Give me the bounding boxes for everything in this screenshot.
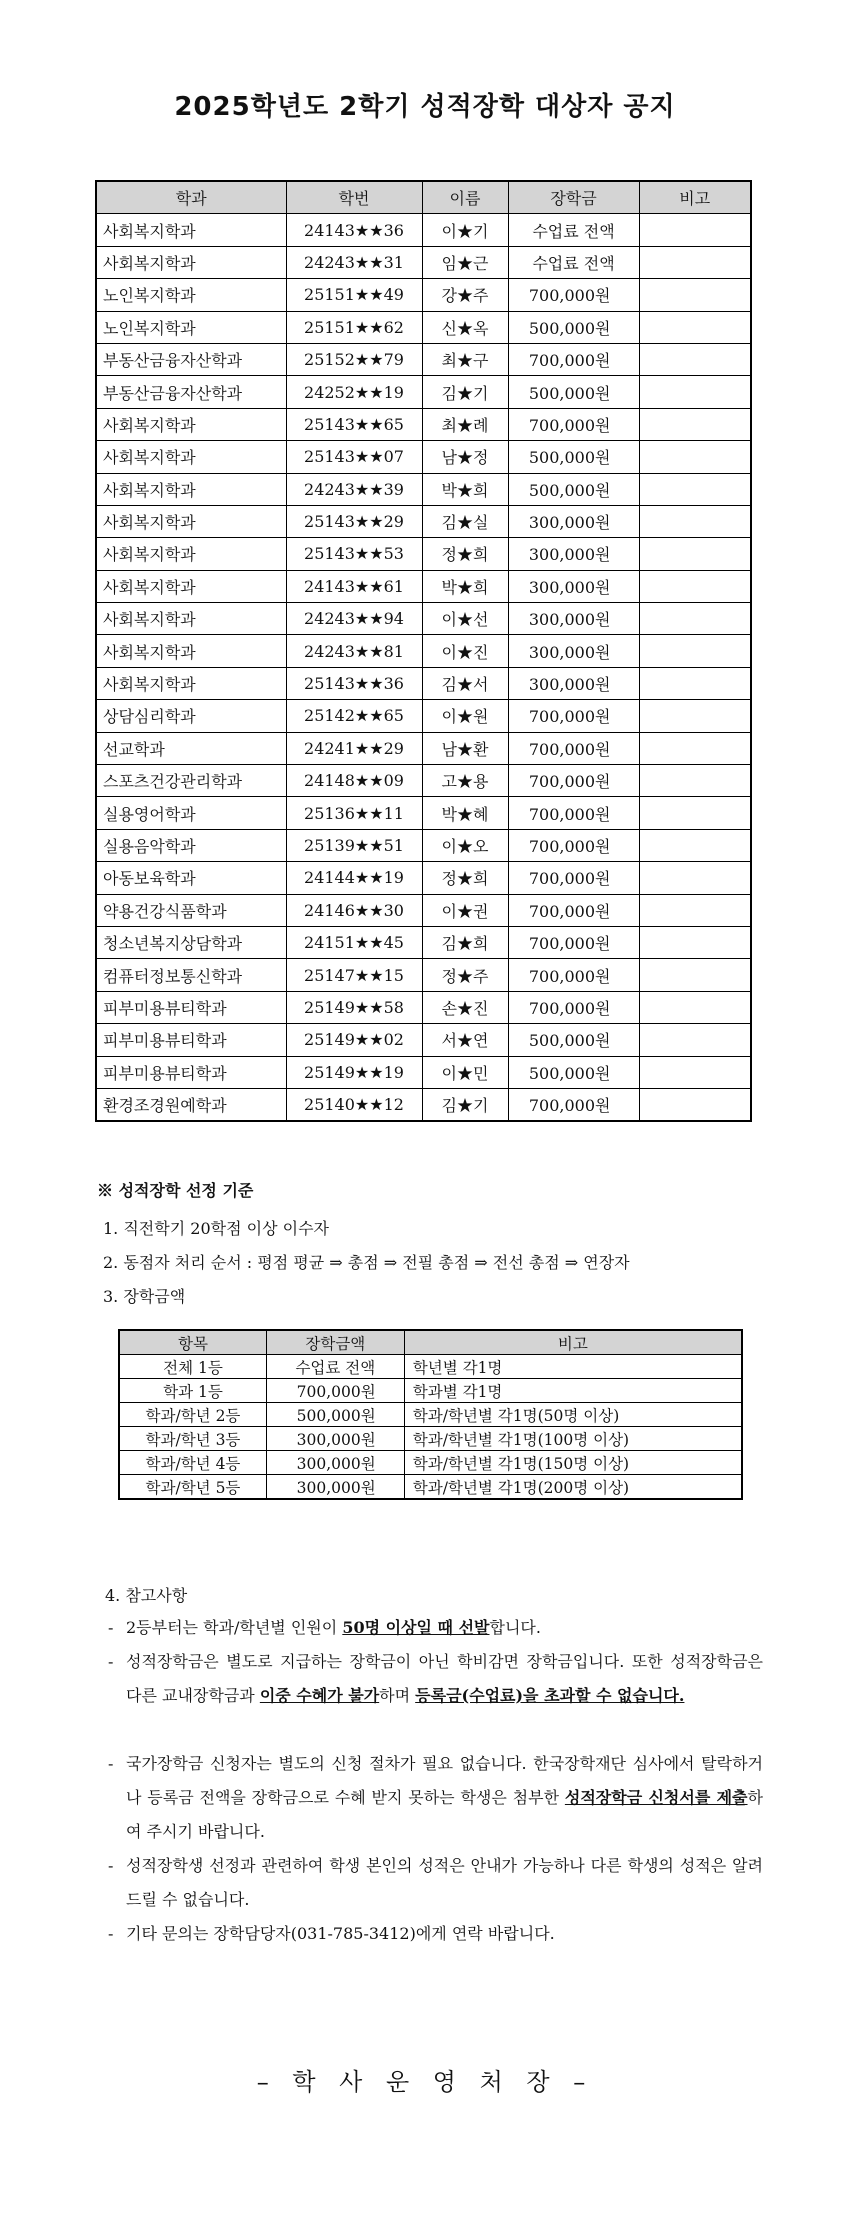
amount-cell: 300,000원 [266,1451,404,1475]
remarks-cell [639,603,751,635]
note-emphasis: 성적장학금 신청서를 제출 [564,1788,748,1807]
remarks-cell [639,926,751,958]
table-row [96,570,751,602]
remarks-cell [639,991,751,1023]
department-cell: 사회복지학과 [96,473,286,505]
table-row [96,603,751,635]
note-text: 합니다. [489,1618,541,1637]
scholarship-cell: 300,000원 [508,603,639,635]
reference-note [108,1645,763,1713]
scholarship-cell: 700,000원 [508,700,639,732]
department-cell: 청소년복지상담학과 [96,926,286,958]
amount-cell: 500,000원 [266,1403,404,1427]
name-cell: 김★기 [422,376,508,408]
remarks-cell [639,1056,751,1088]
student-id-cell: 24243★★39 [286,473,422,505]
scholarship-cell: 500,000원 [508,441,639,473]
scholarship-cell: 500,000원 [508,473,639,505]
department-cell: 상담심리학과 [96,700,286,732]
remarks-cell: 학과별 각1명 [404,1379,742,1403]
department-cell: 사회복지학과 [96,603,286,635]
note-emphasis: 등록금(수업료)을 초과할 수 없습니다. [415,1686,685,1705]
header-amount: 장학금액 [266,1330,404,1355]
student-id-cell: 24148★★09 [286,765,422,797]
remarks-cell [639,635,751,667]
remarks-cell [639,959,751,991]
name-cell: 손★진 [422,991,508,1023]
remarks-cell [639,1088,751,1121]
remarks-cell [639,505,751,537]
remarks-cell: 학과/학년별 각1명(50명 이상) [404,1403,742,1427]
remarks-cell [639,408,751,440]
table-row [96,926,751,958]
name-cell: 이★오 [422,829,508,861]
name-cell: 이★권 [422,894,508,926]
name-cell: 고★용 [422,765,508,797]
department-cell: 사회복지학과 [96,667,286,699]
department-cell: 아동보육학과 [96,862,286,894]
student-id-cell: 25149★★19 [286,1056,422,1088]
department-cell: 사회복지학과 [96,538,286,570]
remarks-cell [639,732,751,764]
scholarship-cell: 300,000원 [508,667,639,699]
table-row [96,797,751,829]
department-cell: 피부미용뷰티학과 [96,991,286,1023]
scholarship-cell: 500,000원 [508,311,639,343]
dash-bullet: - [108,1924,114,1943]
criteria-title: ※ 성적장학 선정 기준 [97,1181,254,1200]
scholarship-cell: 300,000원 [508,635,639,667]
table-row [96,959,751,991]
student-id-cell: 25151★★49 [286,279,422,311]
scholarship-cell: 700,000원 [508,862,639,894]
scholarship-cell: 700,000원 [508,343,639,375]
department-cell: 사회복지학과 [96,570,286,602]
scholarship-cell: 700,000원 [508,926,639,958]
header-student-id: 학번 [286,181,422,214]
department-cell: 실용음악학과 [96,829,286,861]
student-id-cell: 24243★★31 [286,246,422,278]
remarks-cell [639,829,751,861]
remarks-cell [639,441,751,473]
student-id-cell: 25143★★29 [286,505,422,537]
remarks-cell [639,894,751,926]
scholarship-cell: 700,000원 [508,765,639,797]
student-id-cell: 25136★★11 [286,797,422,829]
name-cell: 박★혜 [422,797,508,829]
name-cell: 박★희 [422,473,508,505]
note-emphasis: 이중 수혜가 불가 [259,1686,380,1705]
reference-note [108,1917,763,1951]
department-cell: 사회복지학과 [96,246,286,278]
remarks-cell: 학과/학년별 각1명(200명 이상) [404,1475,742,1500]
name-cell: 최★구 [422,343,508,375]
name-cell: 신★옥 [422,311,508,343]
criteria-item: 1. 직전학기 20학점 이상 이수자 [103,1219,329,1238]
remarks-cell [639,862,751,894]
amount-cell: 수업료 전액 [266,1355,404,1379]
scholarship-cell: 수업료 전액 [508,214,639,246]
table-row [96,894,751,926]
department-cell: 선교학과 [96,732,286,764]
table-header-row [119,1330,742,1355]
name-cell: 김★희 [422,926,508,958]
name-cell: 이★민 [422,1056,508,1088]
table-row [96,635,751,667]
student-id-cell: 24146★★30 [286,894,422,926]
header-department: 학과 [96,181,286,214]
scholarship-cell: 수업료 전액 [508,246,639,278]
table-row [96,1088,751,1121]
table-header-row [96,181,751,214]
dash-bullet: - [108,1754,114,1773]
amount-cell: 300,000원 [266,1475,404,1500]
table-row [96,667,751,699]
dash-bullet: - [108,1856,114,1875]
item-cell: 학과/학년 4등 [119,1451,266,1475]
table-row [119,1451,742,1475]
scholarship-cell: 700,000원 [508,829,639,861]
header-remarks: 비고 [639,181,751,214]
student-id-cell: 24241★★29 [286,732,422,764]
remarks-cell [639,667,751,699]
note-text: 성적장학생 선정과 관련하여 학생 본인의 성적은 안내가 가능하나 다른 학생의 성적은 알려드릴 수 없습니다. [126,1856,763,1909]
table-row [96,538,751,570]
note-text: 성적장학금은 별도로 지급하는 장학금이 아닌 학비감면 장학금입니다. 또한 성적장학금은 다른 교내장학금과 [126,1652,763,1705]
name-cell: 김★실 [422,505,508,537]
dash-bullet: - [108,1652,114,1671]
table-row [96,214,751,246]
department-cell: 피부미용뷰티학과 [96,1024,286,1056]
reference-note [108,1611,763,1645]
header-remarks: 비고 [404,1330,742,1355]
table-row [96,343,751,375]
department-cell: 노인복지학과 [96,279,286,311]
scholarship-cell: 700,000원 [508,959,639,991]
table-row [96,279,751,311]
name-cell: 남★환 [422,732,508,764]
department-cell: 사회복지학과 [96,408,286,440]
scholarship-cell: 300,000원 [508,538,639,570]
table-row [96,1056,751,1088]
student-id-cell: 24243★★81 [286,635,422,667]
table-row [119,1403,742,1427]
department-cell: 사회복지학과 [96,214,286,246]
scholarship-cell: 500,000원 [508,376,639,408]
remarks-cell [639,765,751,797]
name-cell: 강★주 [422,279,508,311]
table-row [96,505,751,537]
table-row [119,1355,742,1379]
remarks-cell [639,570,751,602]
table-row [96,862,751,894]
name-cell: 이★기 [422,214,508,246]
student-id-cell: 25147★★15 [286,959,422,991]
table-row [96,700,751,732]
scholarship-amount-table [118,1329,743,1500]
student-id-cell: 25143★★36 [286,667,422,699]
table-row [96,732,751,764]
table-row [119,1475,742,1500]
department-cell: 컴퓨터정보통신학과 [96,959,286,991]
criteria-item: 3. 장학금액 [103,1287,186,1306]
table-row [96,441,751,473]
table-row [119,1427,742,1451]
scholarship-cell: 700,000원 [508,894,639,926]
scholarship-cell: 300,000원 [508,505,639,537]
note-text: 국가장학금 신청자는 별도의 신청 절차가 필요 없습니다. 한국장학재단 심사에서 탈락하거나 등록금 전액을 장학금으로 수혜 받지 못하는 학생은 첨부한 [126,1754,763,1807]
student-id-cell: 24243★★94 [286,603,422,635]
item-cell: 학과/학년 5등 [119,1475,266,1500]
note-emphasis: 50명 이상일 때 선발 [342,1618,490,1637]
table-row [96,246,751,278]
issuer-signature: – 학 사 운 영 처 장 – [256,2068,594,2096]
scholarship-cell: 300,000원 [508,570,639,602]
remarks-cell [639,797,751,829]
amount-cell: 700,000원 [266,1379,404,1403]
amount-cell: 300,000원 [266,1427,404,1451]
criteria-item: 2. 동점자 처리 순서 : 평점 평균 ⇒ 총점 ⇒ 전필 총점 ⇒ 전선 총점 ⇒ 연장자 [103,1253,630,1272]
department-cell: 피부미용뷰티학과 [96,1056,286,1088]
page-title: 2025학년도 2학기 성적장학 대상자 공지 [174,92,676,122]
department-cell: 사회복지학과 [96,441,286,473]
header-scholarship: 장학금 [508,181,639,214]
remarks-cell [639,700,751,732]
scholarship-cell: 700,000원 [508,1088,639,1121]
remarks-cell: 학과/학년별 각1명(150명 이상) [404,1451,742,1475]
scholarship-recipients-table [95,180,752,1122]
name-cell: 남★정 [422,441,508,473]
student-id-cell: 25151★★62 [286,311,422,343]
table-row [96,408,751,440]
student-id-cell: 25140★★12 [286,1088,422,1121]
table-row [96,765,751,797]
student-id-cell: 25139★★51 [286,829,422,861]
name-cell: 정★희 [422,862,508,894]
department-cell: 실용영어학과 [96,797,286,829]
note-text: 기타 문의는 장학담당자(031-785-3412)에게 연락 바랍니다. [126,1924,555,1943]
student-id-cell: 25149★★58 [286,991,422,1023]
name-cell: 이★선 [422,603,508,635]
table-row [96,376,751,408]
department-cell: 사회복지학과 [96,635,286,667]
department-cell: 부동산금융자산학과 [96,343,286,375]
scholarship-cell: 700,000원 [508,279,639,311]
item-cell: 학과 1등 [119,1379,266,1403]
student-id-cell: 25143★★65 [286,408,422,440]
student-id-cell: 25143★★53 [286,538,422,570]
department-cell: 약용건강식품학과 [96,894,286,926]
remarks-cell [639,214,751,246]
scholarship-cell: 500,000원 [508,1056,639,1088]
item-cell: 학과/학년 2등 [119,1403,266,1427]
header-name: 이름 [422,181,508,214]
scholarship-cell: 700,000원 [508,991,639,1023]
remarks-cell [639,376,751,408]
table-row [119,1379,742,1403]
remarks-cell [639,279,751,311]
name-cell: 이★진 [422,635,508,667]
remarks-cell [639,343,751,375]
reference-note [108,1747,763,1849]
item-cell: 전체 1등 [119,1355,266,1379]
table-row [96,1024,751,1056]
remarks-cell [639,311,751,343]
student-id-cell: 24144★★19 [286,862,422,894]
table-row [96,311,751,343]
name-cell: 박★희 [422,570,508,602]
note-text: 하여 주시기 바랍니다. [126,1788,763,1841]
student-id-cell: 25143★★07 [286,441,422,473]
name-cell: 김★서 [422,667,508,699]
name-cell: 임★근 [422,246,508,278]
table-row [96,829,751,861]
table-row [96,991,751,1023]
name-cell: 최★례 [422,408,508,440]
name-cell: 서★연 [422,1024,508,1056]
remarks-cell [639,473,751,505]
item-cell: 학과/학년 3등 [119,1427,266,1451]
remarks-cell: 학과/학년별 각1명(100명 이상) [404,1427,742,1451]
remarks-cell [639,538,751,570]
remarks-cell [639,1024,751,1056]
table-row [96,473,751,505]
department-cell: 환경조경원예학과 [96,1088,286,1121]
name-cell: 김★기 [422,1088,508,1121]
note-text: 하며 [379,1686,416,1705]
department-cell: 부동산금융자산학과 [96,376,286,408]
scholarship-cell: 700,000원 [508,797,639,829]
student-id-cell: 25149★★02 [286,1024,422,1056]
reference-title: 4. 참고사항 [105,1586,188,1605]
scholarship-cell: 700,000원 [508,732,639,764]
student-id-cell: 24252★★19 [286,376,422,408]
remarks-cell: 학년별 각1명 [404,1355,742,1379]
department-cell: 노인복지학과 [96,311,286,343]
name-cell: 정★주 [422,959,508,991]
department-cell: 스포츠건강관리학과 [96,765,286,797]
dash-bullet: - [108,1618,114,1637]
scholarship-cell: 700,000원 [508,408,639,440]
department-cell: 사회복지학과 [96,505,286,537]
scholarship-cell: 500,000원 [508,1024,639,1056]
name-cell: 이★원 [422,700,508,732]
student-id-cell: 24143★★36 [286,214,422,246]
student-id-cell: 25142★★65 [286,700,422,732]
note-text: 2등부터는 학과/학년별 인원이 [126,1618,343,1637]
remarks-cell [639,246,751,278]
reference-note [108,1849,763,1917]
name-cell: 정★희 [422,538,508,570]
header-item: 항목 [119,1330,266,1355]
student-id-cell: 24143★★61 [286,570,422,602]
student-id-cell: 24151★★45 [286,926,422,958]
student-id-cell: 25152★★79 [286,343,422,375]
